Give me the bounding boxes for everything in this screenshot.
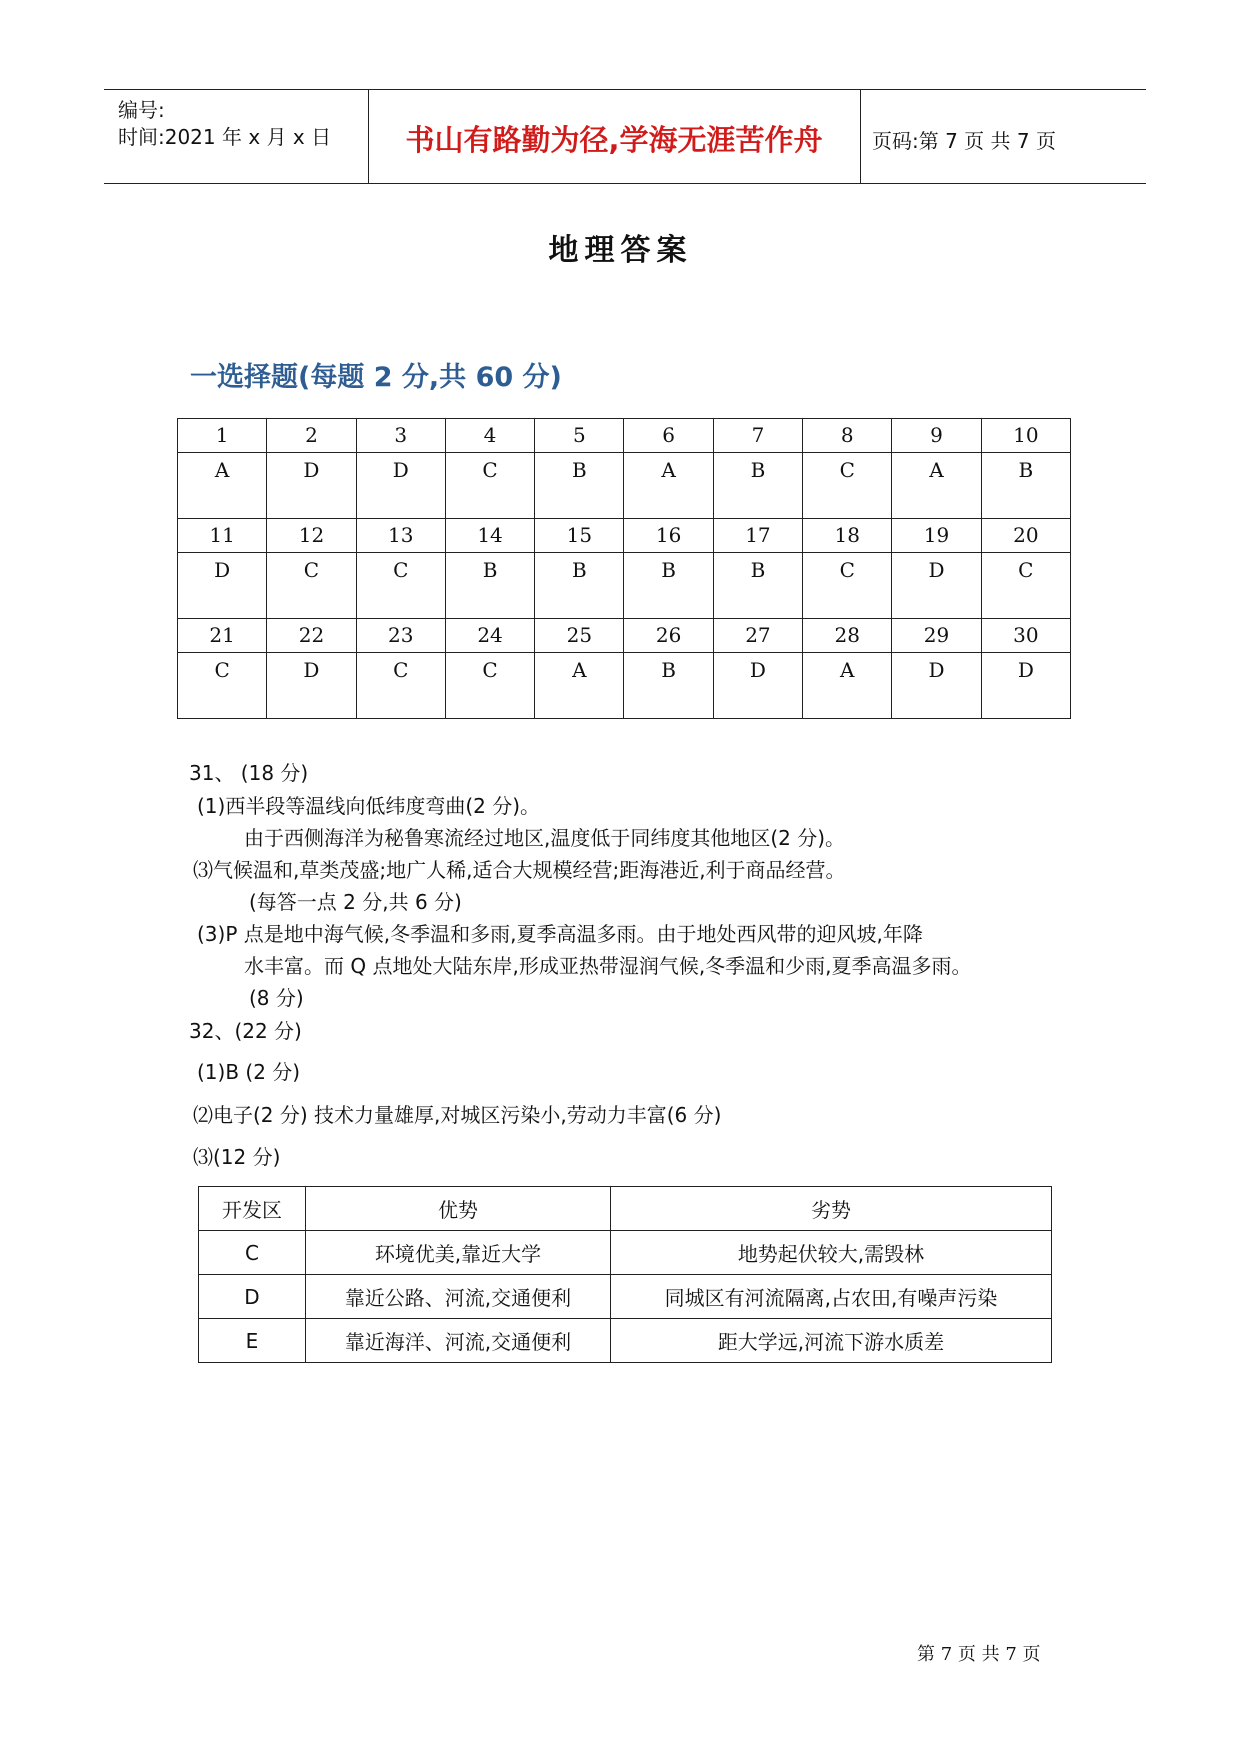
grid-number-cell: 17	[713, 519, 802, 553]
grid-number-cell: 25	[535, 619, 624, 653]
grid-number-cell: 27	[713, 619, 802, 653]
grid-answer-cell: C	[803, 553, 892, 619]
q32-line: (1)B (2 分)	[197, 1060, 301, 1084]
grid-number-cell: 15	[535, 519, 624, 553]
grid-number-cell: 6	[624, 419, 713, 453]
q32-header: 32、(22 分)	[189, 1019, 302, 1043]
answer-grid	[177, 418, 1071, 719]
q31-header: 31、 (18 分)	[189, 761, 309, 785]
table-cell: 地势起伏较大,需毁林	[611, 1231, 1052, 1275]
table-cell: 同城区有河流隔离,占农田,有噪声污染	[611, 1275, 1052, 1319]
grid-answer-row	[178, 553, 1071, 619]
table-row	[199, 1231, 1052, 1275]
grid-number-cell: 12	[267, 519, 356, 553]
grid-number-cell: 26	[624, 619, 713, 653]
grid-answer-cell: B	[981, 453, 1070, 519]
grid-answer-cell: C	[356, 653, 445, 719]
header-divider-right	[860, 89, 861, 183]
page-title: 地理答案	[548, 233, 693, 268]
grid-number-cell: 30	[981, 619, 1070, 653]
q31-line: (1)西半段等温线向低纬度弯曲(2 分)。	[197, 794, 541, 818]
grid-answer-cell: C	[803, 453, 892, 519]
grid-answer-cell: C	[445, 653, 534, 719]
q31-line: (3)P 点是地中海气候,冬季温和多雨,夏季高温多雨。由于地处西风带的迎风坡,年降	[197, 922, 923, 946]
grid-answer-cell: A	[178, 453, 267, 519]
header-page-label: 页码:第 7 页 共 7 页	[872, 129, 1056, 153]
grid-number-cell: 4	[445, 419, 534, 453]
grid-answer-cell: D	[356, 453, 445, 519]
grid-answer-cell: C	[981, 553, 1070, 619]
grid-number-cell: 13	[356, 519, 445, 553]
q32-line: ⑶(12 分)	[193, 1145, 281, 1169]
table-row	[199, 1275, 1052, 1319]
grid-number-cell: 11	[178, 519, 267, 553]
grid-number-cell: 1	[178, 419, 267, 453]
grid-number-cell: 29	[892, 619, 981, 653]
grid-answer-cell: C	[356, 553, 445, 619]
grid-answer-cell: B	[624, 553, 713, 619]
grid-number-cell: 18	[803, 519, 892, 553]
grid-number-cell: 7	[713, 419, 802, 453]
table-header-cell: 劣势	[611, 1187, 1052, 1231]
table-cell: 靠近海洋、河流,交通便利	[306, 1319, 611, 1363]
grid-answer-row	[178, 453, 1071, 519]
grid-number-cell: 19	[892, 519, 981, 553]
grid-answer-cell: D	[267, 653, 356, 719]
grid-answer-cell: D	[713, 653, 802, 719]
grid-number-cell: 20	[981, 519, 1070, 553]
page-footer: 第 7 页 共 7 页	[917, 1644, 1041, 1665]
q31-line: (8 分)	[249, 986, 304, 1010]
grid-answer-cell: D	[178, 553, 267, 619]
grid-answer-cell: D	[981, 653, 1070, 719]
grid-number-cell: 3	[356, 419, 445, 453]
table-cell: 靠近公路、河流,交通便利	[306, 1275, 611, 1319]
table-cell: C	[199, 1231, 306, 1275]
grid-answer-cell: A	[535, 653, 624, 719]
grid-number-cell: 2	[267, 419, 356, 453]
grid-answer-cell: C	[178, 653, 267, 719]
header-time-label: 时间:2021 年 x 月 x 日	[118, 125, 332, 149]
grid-number-row	[178, 519, 1071, 553]
development-zone-table	[198, 1186, 1052, 1363]
grid-number-cell: 8	[803, 419, 892, 453]
grid-answer-cell: B	[713, 553, 802, 619]
header-top-rule	[104, 89, 1146, 90]
header-bottom-rule	[104, 183, 1146, 184]
grid-answer-cell: A	[892, 453, 981, 519]
grid-number-cell: 24	[445, 619, 534, 653]
section-heading: 一选择题(每题 2 分,共 60 分)	[190, 362, 562, 393]
table-cell: 距大学远,河流下游水质差	[611, 1319, 1052, 1363]
grid-answer-cell: D	[892, 653, 981, 719]
q31-line: (每答一点 2 分,共 6 分)	[249, 890, 462, 914]
grid-answer-cell: A	[624, 453, 713, 519]
table-header-cell: 优势	[306, 1187, 611, 1231]
grid-answer-cell: C	[267, 553, 356, 619]
grid-number-cell: 21	[178, 619, 267, 653]
table-header-cell: 开发区	[199, 1187, 306, 1231]
q31-line: 由于西侧海洋为秘鲁寒流经过地区,温度低于同纬度其他地区(2 分)。	[244, 826, 846, 850]
grid-answer-cell: B	[535, 453, 624, 519]
q31-line: ⑶气候温和,草类茂盛;地广人稀,适合大规模经营;距海港近,利于商品经营。	[193, 858, 846, 882]
grid-number-row	[178, 419, 1071, 453]
grid-answer-cell: B	[535, 553, 624, 619]
grid-answer-row	[178, 653, 1071, 719]
grid-answer-cell: A	[803, 653, 892, 719]
table-row	[199, 1319, 1052, 1363]
header-motto: 书山有路勤为径,学海无涯苦作舟	[405, 123, 823, 157]
grid-answer-cell: D	[267, 453, 356, 519]
grid-answer-cell: C	[445, 453, 534, 519]
grid-number-row	[178, 619, 1071, 653]
grid-number-cell: 22	[267, 619, 356, 653]
q32-line: ⑵电子(2 分) 技术力量雄厚,对城区污染小,劳动力丰富(6 分)	[193, 1103, 722, 1127]
grid-number-cell: 14	[445, 519, 534, 553]
grid-answer-cell: B	[713, 453, 802, 519]
grid-answer-cell: B	[624, 653, 713, 719]
q31-line: 水丰富。而 Q 点地处大陆东岸,形成亚热带湿润气候,冬季温和少雨,夏季高温多雨。	[244, 954, 972, 978]
grid-number-cell: 16	[624, 519, 713, 553]
table-cell: 环境优美,靠近大学	[306, 1231, 611, 1275]
grid-answer-cell: B	[445, 553, 534, 619]
grid-number-cell: 5	[535, 419, 624, 453]
header-number-label: 编号:	[118, 98, 165, 122]
grid-number-cell: 10	[981, 419, 1070, 453]
grid-number-cell: 28	[803, 619, 892, 653]
grid-number-cell: 9	[892, 419, 981, 453]
table-cell: E	[199, 1319, 306, 1363]
grid-number-cell: 23	[356, 619, 445, 653]
table-cell: D	[199, 1275, 306, 1319]
table-header-row	[199, 1187, 1052, 1231]
grid-answer-cell: D	[892, 553, 981, 619]
